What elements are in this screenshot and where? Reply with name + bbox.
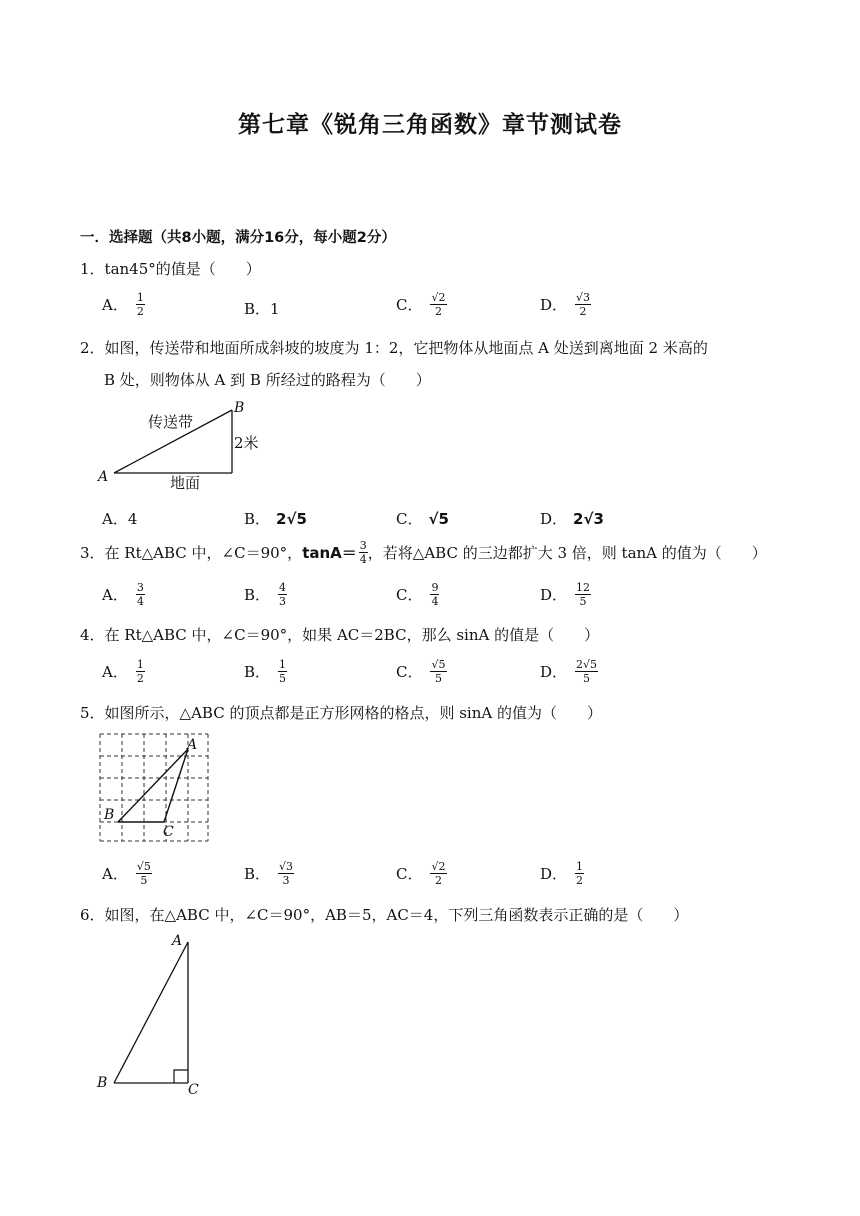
fraction: $\frac{12}{5}$ <box>576 581 591 608</box>
point-a-label: A <box>98 469 109 485</box>
option-label: A． <box>102 663 128 681</box>
vertex-c-label: C <box>163 824 174 840</box>
q3-option-a[interactable] <box>102 581 145 608</box>
question-3-prefix: 3．在 Rt△ABC 中，∠C＝90°， <box>80 544 303 562</box>
fraction: $\frac{√5}{5}$ <box>431 658 446 685</box>
question-6: 6．如图，在△ABC 中，∠C＝90°，AB＝5，AC＝4，下列三角函数表示正确的是（ ） <box>80 906 689 924</box>
q2-option-a[interactable] <box>102 508 137 529</box>
fraction: $\frac{√2}{2}$ <box>431 291 446 318</box>
fraction: $\frac{1}{2}$ <box>136 291 144 318</box>
option-label: A． <box>102 586 128 604</box>
option-label: D． <box>540 296 568 314</box>
q5-option-a[interactable] <box>102 860 152 887</box>
grid-figure <box>96 728 216 848</box>
option-label: B． <box>244 510 271 528</box>
vertex-b-label: B <box>97 1075 108 1091</box>
option-label: D． <box>540 865 568 883</box>
q5-option-c[interactable] <box>396 860 447 887</box>
question-5: 5．如图所示，△ABC 的顶点都是正方形网格的格点，则 sinA 的值为（ ） <box>80 704 602 722</box>
height-label: 2米 <box>234 434 259 452</box>
fraction: $\frac{2√5}{5}$ <box>576 658 598 685</box>
option-label: B． <box>244 663 271 681</box>
vertex-c-label: C <box>188 1082 199 1098</box>
q1-option-b[interactable] <box>244 298 280 319</box>
question-1: 1．tan45°的值是（ ） <box>80 260 261 278</box>
q2-option-c[interactable] <box>396 508 449 529</box>
q3-option-d[interactable] <box>540 581 591 608</box>
option-label: C． <box>396 663 423 681</box>
vertex-a-label: A <box>187 737 198 753</box>
section-heading: 一．选择题（共8小题，满分16分，每小题2分） <box>80 230 396 246</box>
q4-option-a[interactable] <box>102 658 145 685</box>
option-label: A． <box>102 865 128 883</box>
ground-label: 地面 <box>170 474 201 492</box>
vertex-b-label: B <box>104 807 115 823</box>
side-ac <box>164 749 188 822</box>
q5-option-b[interactable] <box>244 860 294 887</box>
option-label: D． <box>540 510 568 528</box>
belt-label: 传送带 <box>148 413 194 431</box>
option-label: D． <box>540 586 568 604</box>
question-4: 4．在 Rt△ABC 中，∠C＝90°，如果 AC＝2BC，那么 sinA 的值是（ ） <box>80 626 600 644</box>
option-label: C． <box>396 865 423 883</box>
option-value: √5 <box>428 509 449 528</box>
option-label: B． <box>244 865 271 883</box>
tan-expression: tanA＝ <box>302 544 357 562</box>
q3-option-c[interactable] <box>396 581 439 608</box>
q2-option-b[interactable] <box>244 508 307 529</box>
option-label: D． <box>540 663 568 681</box>
fraction: $\frac{√5}{5}$ <box>136 860 151 887</box>
q5-option-d[interactable] <box>540 860 584 887</box>
option-value: 2√3 <box>573 509 604 528</box>
point-b-label: B <box>234 400 245 416</box>
fraction: $\frac{1}{2}$ <box>576 860 584 887</box>
fraction: $\frac{4}{3}$ <box>279 581 287 608</box>
option-value: 1 <box>270 299 280 318</box>
hypotenuse-ab <box>114 942 188 1083</box>
side-ab <box>118 749 188 822</box>
fraction: $\frac{√3}{3}$ <box>279 860 294 887</box>
option-label: C． <box>396 296 423 314</box>
fraction: $\frac{√3}{2}$ <box>576 291 591 318</box>
page-title: 第七章《锐角三角函数》章节测试卷 <box>238 112 622 138</box>
fraction: $\frac{√2}{2}$ <box>431 860 446 887</box>
question-2-line-2: B 处，则物体从 A 到 B 所经过的路程为（ ） <box>104 371 431 389</box>
fraction: $\frac{1}{5}$ <box>279 658 287 685</box>
fraction: $\frac{3}{4}$ <box>359 539 367 566</box>
q4-option-b[interactable] <box>244 658 287 685</box>
option-label: A． <box>102 296 128 314</box>
q2-option-d[interactable] <box>540 508 604 529</box>
question-3 <box>80 539 767 566</box>
option-label: C． <box>396 586 423 604</box>
q1-option-d[interactable] <box>540 291 591 318</box>
option-label: A． <box>102 510 128 528</box>
q3-option-b[interactable] <box>244 581 287 608</box>
q4-option-c[interactable] <box>396 658 447 685</box>
option-label: B． <box>244 300 271 318</box>
question-3-suffix: ，若将△ABC 的三边都扩大 3 倍，则 tanA 的值为（ ） <box>367 544 767 562</box>
fraction: $\frac{3}{4}$ <box>136 581 144 608</box>
q4-option-d[interactable] <box>540 658 598 685</box>
option-value: 2√5 <box>276 509 307 528</box>
option-label: C． <box>396 510 423 528</box>
fraction: $\frac{9}{4}$ <box>431 581 439 608</box>
question-2-line-1: 2．如图，传送带和地面所成斜坡的坡度为 1：2，它把物体从地面点 A 处送到离地面 2 米高的 <box>80 339 708 357</box>
conveyor-figure <box>96 396 266 492</box>
q1-option-a[interactable] <box>102 291 145 318</box>
option-value: 4 <box>127 509 138 528</box>
q1-option-c[interactable] <box>396 291 447 318</box>
fraction: $\frac{1}{2}$ <box>136 658 144 685</box>
right-angle-mark <box>174 1070 188 1083</box>
vertex-a-label: A <box>172 933 183 949</box>
right-triangle-figure <box>90 928 220 1100</box>
option-label: B． <box>244 586 271 604</box>
